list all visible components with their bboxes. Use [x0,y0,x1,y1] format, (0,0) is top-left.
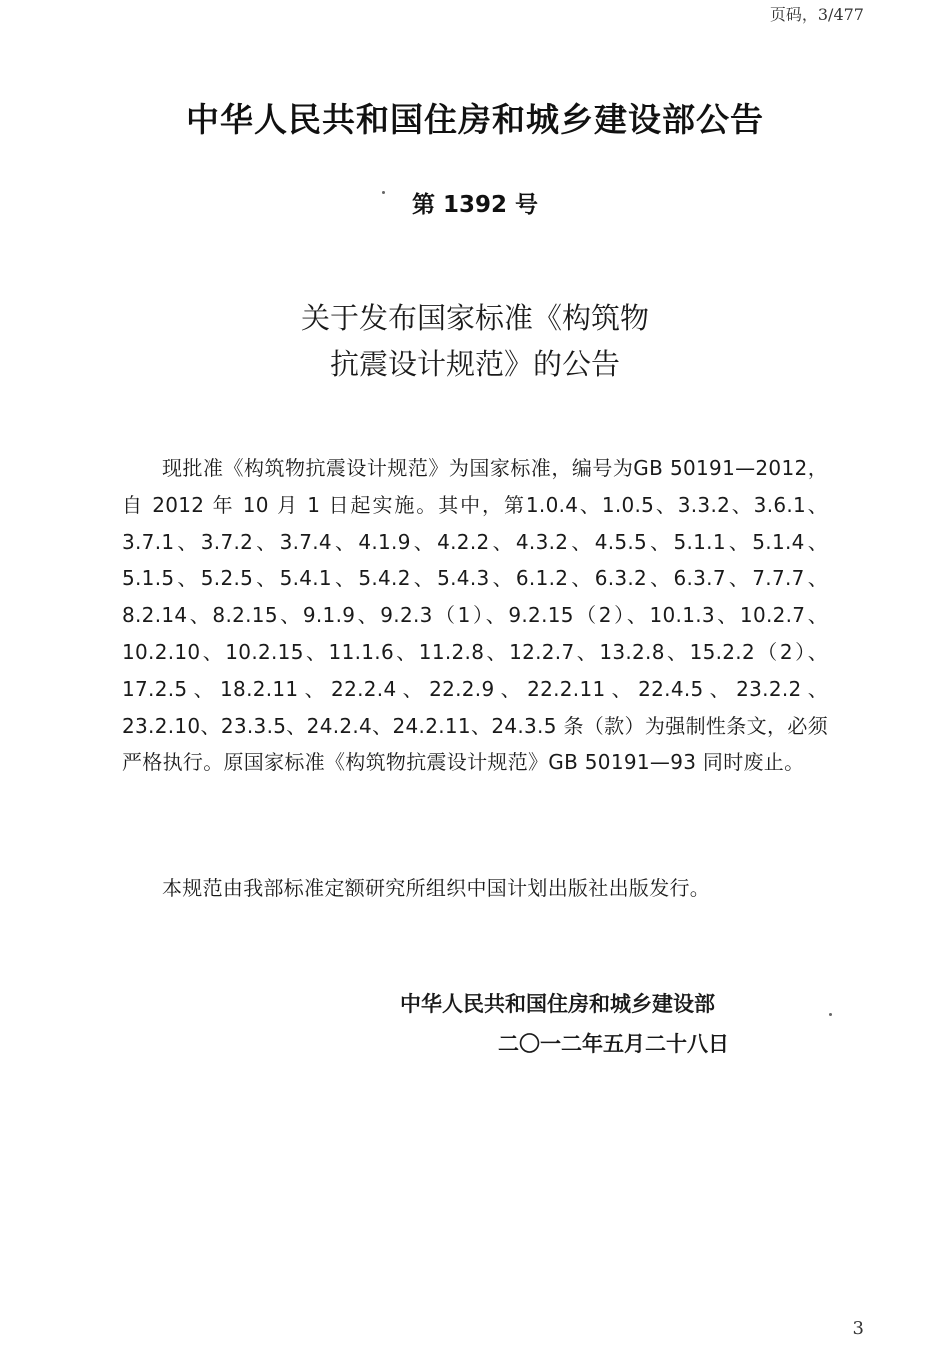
ministry-title: 中华人民共和国住房和城乡建设部公告 [186,100,764,139]
body-paragraph-approval: 现批准《构筑物抗震设计规范》为国家标准，编号为GB 50191—2012，自 2012 年 10 月 1 日起实施。其中，第1.0.4、1.0.5、3.3.2、3.6.1、3.7.1、3.7.2、3.7.4、4.1.9、4.2.2、4.3.2、4.5.5、5.1.1、5.1.4、5.1.5、5.2.5、5.4.1、5.4.2、5.4.3、6.1.2、6.3.2、6.3.7、7.7.7、8.2.14、8.2.15、9.1.9、9.2.3（1）、9.2.15（2）、10.1.3、10.2.7、10.2.10、10.2.15、11.1.6、11.2.8、12.2.7、13.2.8、15.2.2（2）、17.2.5、18.2.11、22.2.4、22.2.9、22.2.11、22.4.5、23.2.2、23.2.10、23.3.5、24.2.4、24.2.11、24.3.5 条（款）为强制性条文，必须严格执行。原国家标准《构筑物抗震设计规范》GB 50191—93 同时废止。 [122,456,828,775]
signature-organization: 中华人民共和国住房和城乡建设部 [400,992,715,1016]
issue-number: 第 1392 号 [411,192,539,218]
notice-title-line1: 关于发布国家标准《构筑物 [300,301,649,335]
page-counter: 页码，3/477 [769,5,864,24]
page-number: 3 [852,1318,864,1339]
scan-speck [829,1013,832,1016]
notice-title-line2: 抗震设计规范》的公告 [329,347,620,381]
body-paragraph-publication: 本规范由我部标准定额研究所组织中国计划出版社出版发行。 [162,876,711,900]
signature-date: 二〇一二年五月二十八日 [498,1032,729,1056]
